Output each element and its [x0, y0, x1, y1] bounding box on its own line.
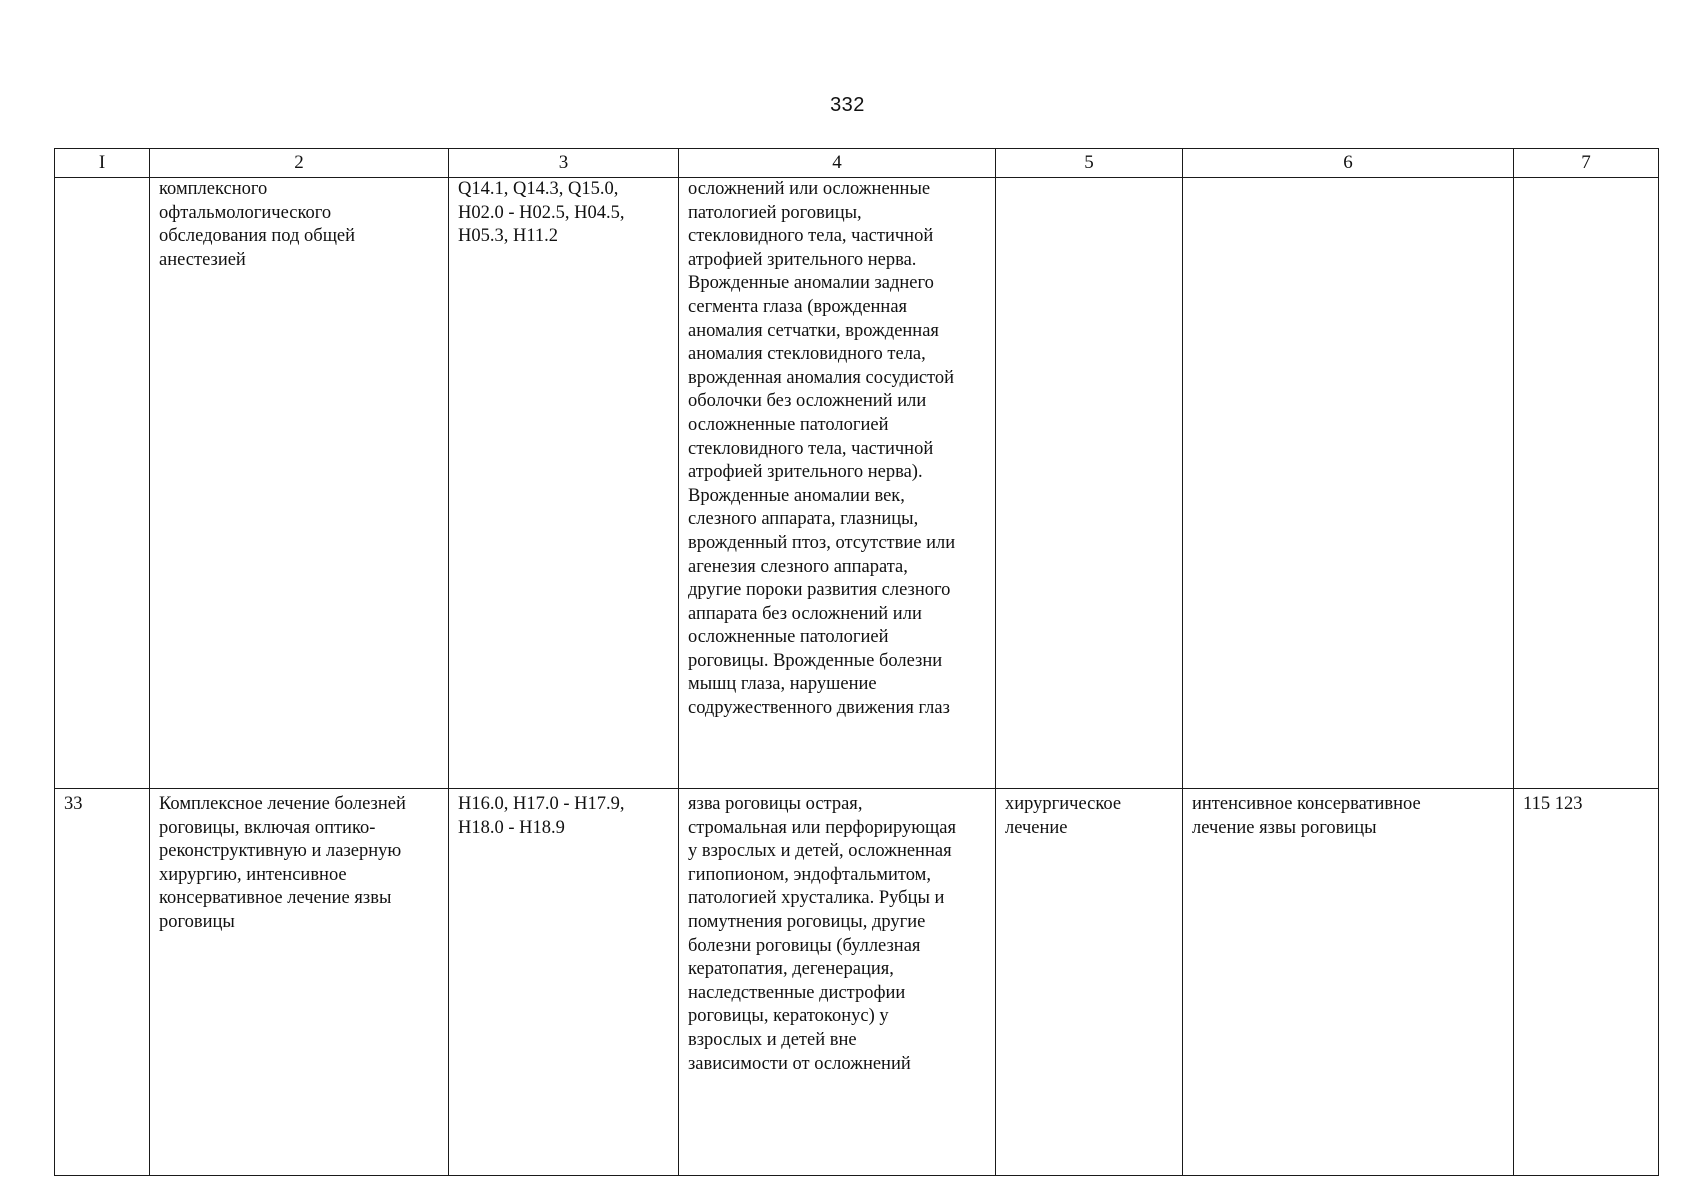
row-number: 33	[64, 794, 83, 814]
treatment-method-cell	[1183, 789, 1514, 1176]
treatment-method-cell	[1183, 178, 1514, 789]
icd-codes: H16.0, H17.0 - H17.9, H18.0 - H18.9	[458, 794, 625, 838]
service-name: Комплексное лечение болезней роговицы, включая оптико- реконструктивную и лазерную хирургию, интенсивное консервативное лечение язвы роговицы	[159, 794, 406, 932]
treatment-type-cell	[996, 178, 1183, 789]
service-name-cell	[150, 178, 449, 789]
icd-codes-cell	[449, 178, 679, 789]
table-row	[55, 789, 1659, 1176]
cost-cell	[1514, 178, 1659, 789]
column-header-6: 6	[1183, 149, 1514, 178]
cost-value: 115 123	[1523, 794, 1583, 814]
row-number-cell	[55, 789, 150, 1176]
column-header-3: 3	[449, 149, 679, 178]
patient-model-cell	[679, 789, 996, 1176]
page-number: 332	[830, 94, 865, 116]
cost-cell	[1514, 789, 1659, 1176]
treatment-type: хирургическое лечение	[1005, 794, 1122, 838]
table-row	[55, 178, 1659, 789]
patient-model: язва роговицы острая, стромальная или перфорирующая у взрослых и детей, осложненная гипопионом, эндофтальмитом, патологией хрусталика. Рубцы и помутнения роговицы, другие болезни роговицы (буллезная кератопатия, дегенерация, наследственные дистрофии роговицы, кератоконус) у взрослых и детей вне зависимости от осложнений	[688, 794, 956, 1074]
service-name-cell	[150, 789, 449, 1176]
patient-model-cell	[679, 178, 996, 789]
service-name: комплексного офтальмологического обследования под общей анестезией	[159, 179, 356, 270]
column-header-4: 4	[679, 149, 996, 178]
column-number-row	[55, 149, 1659, 178]
treatment-type-cell	[996, 789, 1183, 1176]
icd-codes: Q14.1, Q14.3, Q15.0, H02.0 - H02.5, H04.5, H05.3, H11.2	[458, 179, 625, 247]
services-table	[54, 148, 1659, 1176]
column-header-1: I	[55, 149, 150, 178]
column-header-7: 7	[1514, 149, 1659, 178]
patient-model: осложнений или осложненные патологией роговицы, стекловидного тела, частичной атрофией зрительного нерва. Врожденные аномалии заднего сегмента глаза (врожденная аномалия сетчатки, врожденная аномалия стекловидного тела, врожденная аномалия сосудистой оболочки без осложнений или осложненные патологией стекловидного тела, частичной атрофией зрительного нерва). Врожденные аномалии век, слезного аппарата, глазницы, врожденный птоз, отсутствие или агенезия слезного аппарата, другие пороки развития слезного аппарата без осложнений или осложненные патологией роговицы. Врожденные болезни мышц глаза, нарушение содружественного движения глаз	[688, 179, 956, 719]
treatment-method: интенсивное консервативное лечение язвы роговицы	[1192, 794, 1421, 838]
column-header-2: 2	[150, 149, 449, 178]
icd-codes-cell	[449, 789, 679, 1176]
row-number-cell	[55, 178, 150, 789]
column-header-5: 5	[996, 149, 1183, 178]
